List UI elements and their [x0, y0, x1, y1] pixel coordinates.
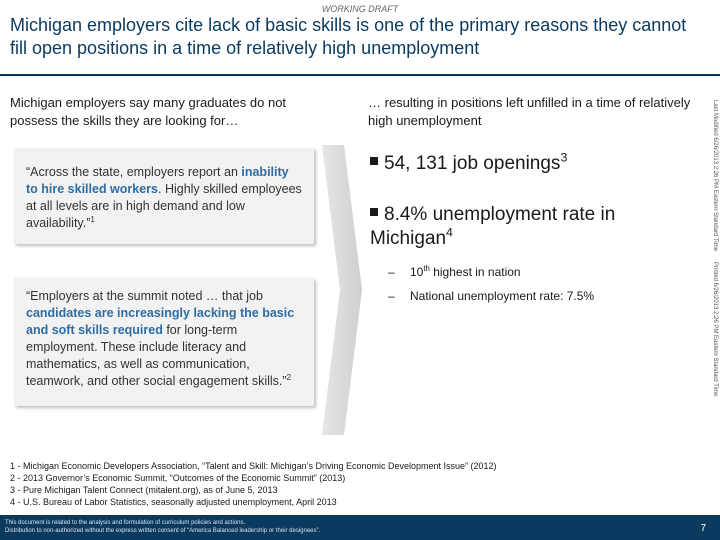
- quote-card-2: [14, 278, 314, 406]
- disclaimer-line-1: This document is related to the analysis and formulation of curriculum policies and actions.: [5, 520, 246, 526]
- chevron-arrow-icon: [322, 145, 362, 435]
- bullet-job-openings: [370, 152, 567, 176]
- dash-icon: –: [388, 289, 395, 303]
- sub-1-text: highest in nation: [429, 265, 521, 279]
- sub-bullet-rank: [388, 264, 521, 280]
- bullet-2-ref: 4: [446, 225, 453, 240]
- working-draft-label: WORKING DRAFT: [321, 4, 399, 14]
- left-subhead: Michigan employers say many graduates do not possess the skills they are looking for…: [10, 95, 287, 128]
- quote-1-text-pre: “Across the state, employers report an: [26, 165, 242, 179]
- footnote-2: 2 - 2013 Governor’s Economic Summit, “Outcomes of the Economic Summit” (2013): [10, 473, 346, 483]
- bullet-square-icon: [370, 208, 378, 216]
- bullet-1-ref: 3: [560, 150, 568, 165]
- right-subhead: … resulting in positions left unfilled in a time of relatively high unemployment: [368, 95, 691, 128]
- quote-1-ref: 1: [90, 214, 95, 224]
- quote-1-highlight: inability to hire skilled workers: [26, 165, 289, 196]
- quote-2-highlight: candidates are increasingly lacking the basic and soft skills required: [26, 306, 295, 337]
- last-modified-note: Last Modified 6/26/2013 2:26 PM Eastern Standard Time: [712, 100, 718, 252]
- quote-card-1: [14, 148, 314, 244]
- sub-1-number: 10: [410, 265, 424, 279]
- quote-2-ref: 2: [286, 372, 292, 382]
- bullet-unemployment-rate: [370, 203, 700, 251]
- quote-2-text-pre: “Employers at the summit noted … that job: [26, 289, 263, 303]
- footnote-1: 1 - Michigan Economic Developers Association, “Talent and Skill: Michigan’s Driving Economic Development Issue” (2012): [10, 461, 497, 471]
- printed-note: Printed 6/26/2013 2:26 PM Eastern Standard Time: [712, 262, 718, 397]
- quote-1-text-post: . Highly skilled employees at all levels are in high demand and low availability.”: [26, 182, 302, 230]
- bullet-1-text: 54, 131 job openings: [384, 153, 561, 174]
- bullet-2-text: 8.4% unemployment rate in Michigan: [370, 204, 616, 249]
- slide-title: Michigan employers cite lack of basic skills is one of the primary reasons they cannot fill open positions in a time of relatively high unemployment: [10, 15, 687, 58]
- disclaimer-line-2: Distribution to non-authorized without the express written consent of “America Balanced leadership or their designees”.: [5, 528, 321, 534]
- sub-1-ordinal: th: [423, 264, 430, 273]
- bullet-square-icon: [370, 157, 378, 165]
- page-number: 7: [700, 523, 706, 534]
- dash-icon: –: [388, 265, 395, 279]
- footer-bar: [0, 515, 720, 540]
- sub-bullet-national-rate: [388, 288, 595, 304]
- footnote-3: 3 - Pure Michigan Talent Connect (mitalent.org), as of June 5, 2013: [10, 485, 278, 495]
- sub-2-text: National unemployment rate: 7.5%: [410, 289, 595, 303]
- title-divider: [0, 74, 720, 76]
- footnotes: [10, 460, 690, 508]
- quote-2-text-post: for long-term employment. These include literacy and mathematics, as well as communication, teamwork, and other social engagement skills.”: [26, 323, 287, 388]
- footnote-4: 4 - U.S. Bureau of Labor Statistics, seasonally adjusted unemployment, April 2013: [10, 497, 337, 507]
- footer-disclaimer: [5, 519, 320, 535]
